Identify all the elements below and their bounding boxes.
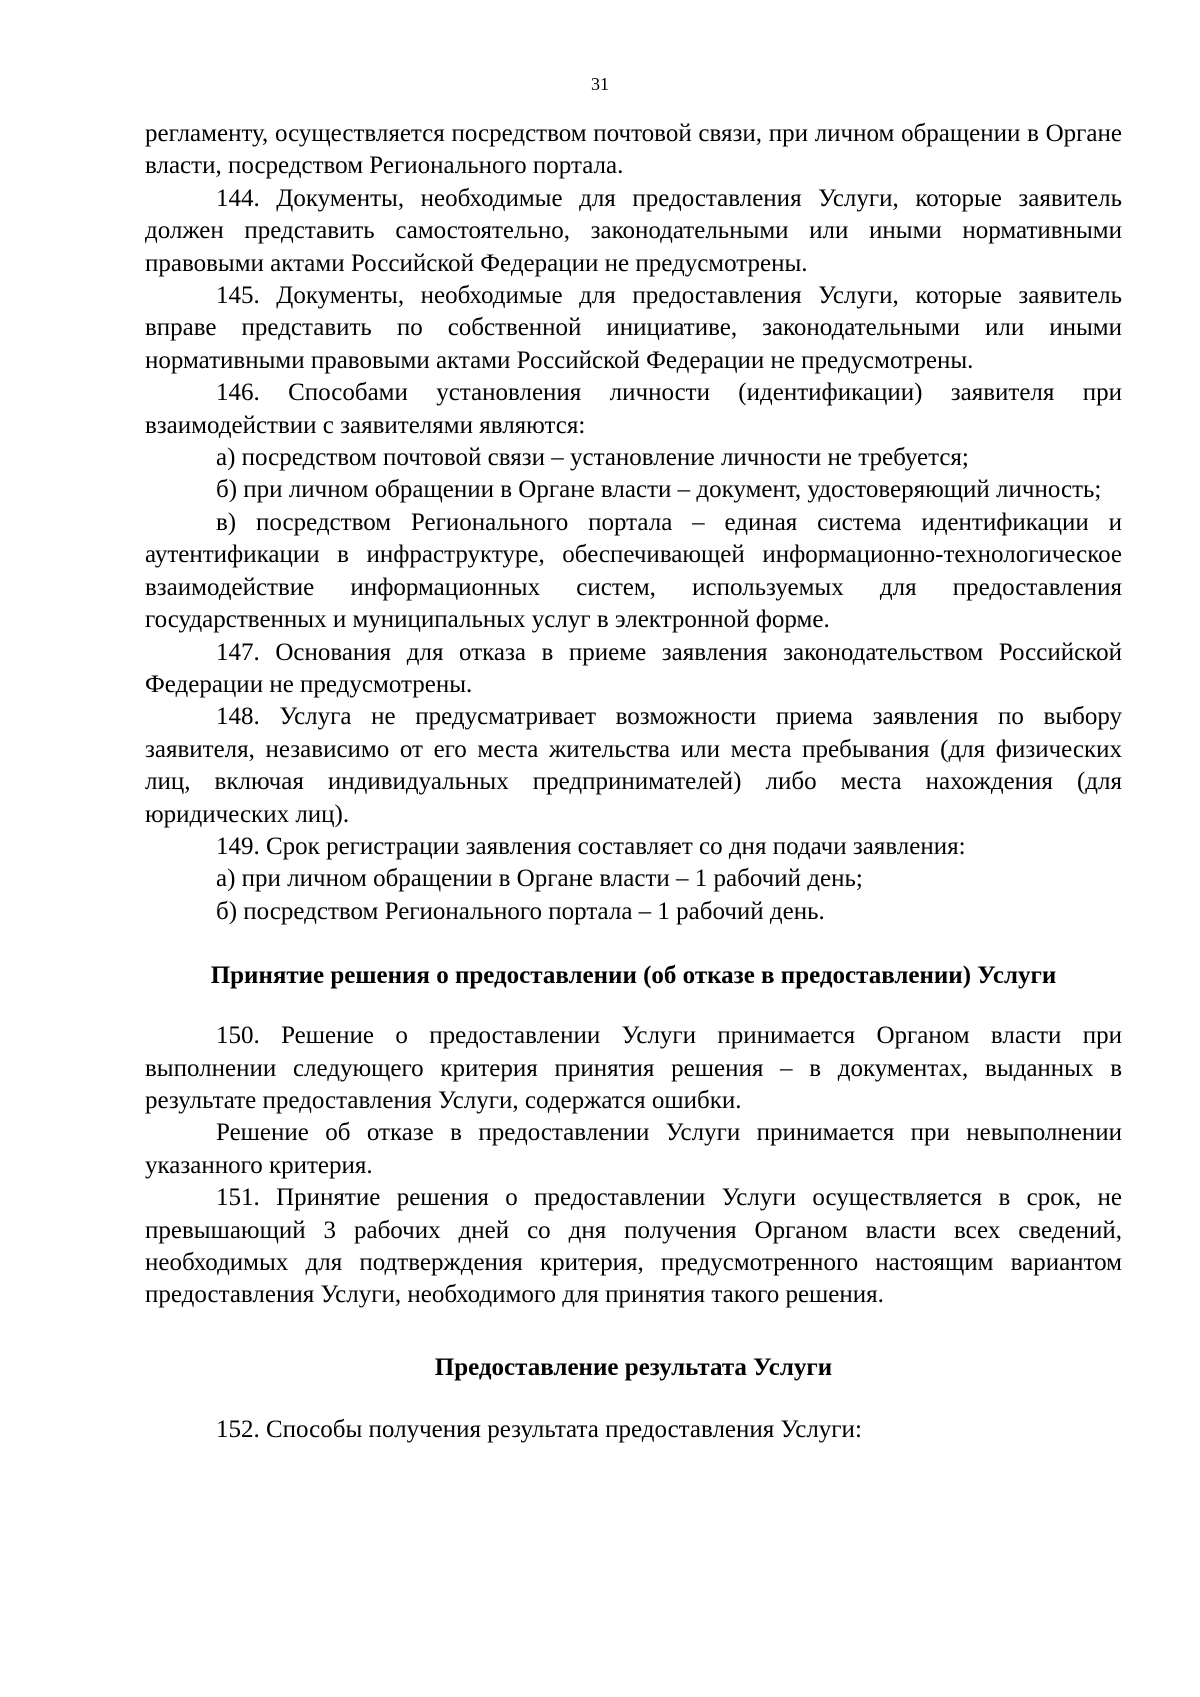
paragraph-146-a: а) посредством почтовой связи – установление личности не требуется; xyxy=(216,444,969,472)
page-number: 31 xyxy=(591,74,609,94)
paragraph-152: 152. Способы получения результата предоставления Услуги: xyxy=(216,1415,862,1443)
paragraph-continuation: регламенту, осуществляется посредством почтовой связи, при личном обращении в Органе власти, посредством Регионального портала. xyxy=(145,120,1122,180)
paragraph-146-v: в) посредством Регионального портала – единая система идентификации и аутентификации в инфраструктуре, обеспечивающей информационно-технологическое взаимодействие информационных систем, используемых для предоставления государственных и муниципальных услуг в электронной форме. xyxy=(145,508,1122,634)
paragraph-150-refusal: Решение об отказе в предоставлении Услуги принимается при невыполнении указанного критерия. xyxy=(145,1119,1122,1179)
paragraph-147: 147. Основания для отказа в приеме заявления законодательством Российской Федерации не предусмотрены. xyxy=(145,638,1122,698)
paragraph-149-b: б) посредством Регионального портала – 1 рабочий день. xyxy=(216,897,825,925)
paragraph-146: 146. Способами установления личности (идентификации) заявителя при взаимодействии с заявителями являются: xyxy=(145,379,1122,439)
section-heading-result: Предоставление результата Услуги xyxy=(434,1353,833,1381)
paragraph-148: 148. Услуга не предусматривает возможности приема заявления по выбору заявителя, независимо от его места жительства или места пребывания (для физических лиц, включая индивидуальных предпринимателей) либо места нахождения (для юридических лиц). xyxy=(145,703,1122,828)
paragraph-150: 150. Решение о предоставлении Услуги принимается Органом власти при выполнении следующего критерия принятия решения – в документах, выданных в результате предоставления Услуги, содержатся ошибки. xyxy=(145,1022,1122,1114)
paragraph-151: 151. Принятие решения о предоставлении Услуги осуществляется в срок, не превышающий 3 рабочих дней со дня получения Органом власти всех сведений, необходимых для подтверждения критерия, предусмотренного настоящим вариантом предоставления Услуги, необходимого для принятия такого решения. xyxy=(145,1184,1122,1309)
document-body xyxy=(145,118,1122,1446)
paragraph-144: 144. Документы, необходимые для предоставления Услуги, которые заявитель должен представить самостоятельно, законодательными или иными нормативными правовыми актами Российской Федерации не предусмотрены. xyxy=(145,184,1122,277)
paragraph-145: 145. Документы, необходимые для предоставления Услуги, которые заявитель вправе представить по собственной инициативе, законодательными или иными нормативными правовыми актами Российской Федерации не предусмотрены. xyxy=(145,282,1122,374)
section-heading-decision: Принятие решения о предоставлении (об отказе в предоставлении) Услуги xyxy=(210,962,1057,990)
paragraph-149: 149. Срок регистрации заявления составляет со дня подачи заявления: xyxy=(216,832,966,860)
paragraph-149-a: а) при личном обращении в Органе власти – 1 рабочий день; xyxy=(216,865,863,893)
paragraph-146-b: б) при личном обращении в Органе власти – документ, удостоверяющий личность; xyxy=(216,476,1102,504)
